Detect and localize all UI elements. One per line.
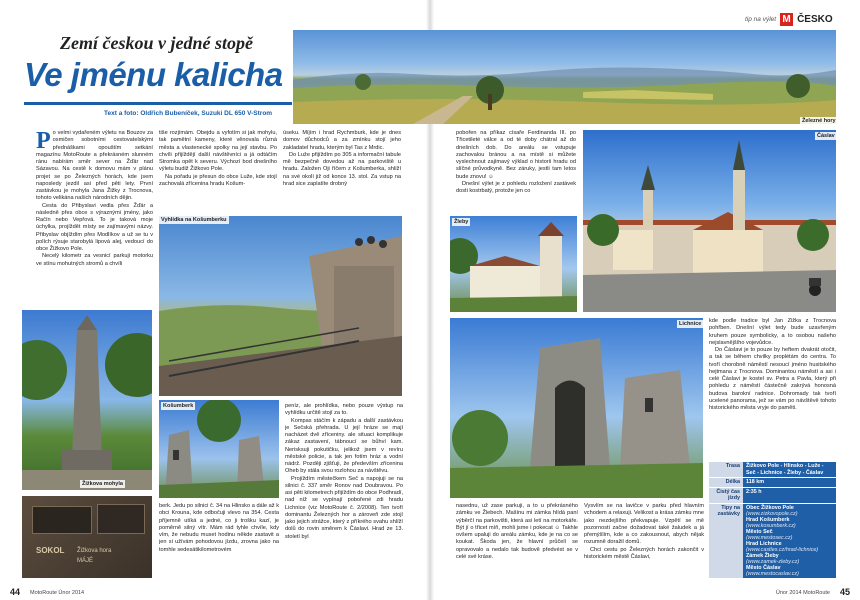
text-column-6	[709, 318, 836, 458]
text-column-5	[584, 503, 704, 581]
page-number-left: 44	[10, 587, 21, 597]
col4b-paragraph-1: nasednu, už zase parkuji, a to u překrásného zámku ve Žlebech. Mašínu mi zámka hlídá paní výběrčí na parkovišti, která asi letí na motorkáře. Být jí o třicet míň, mohli jsme i pokecat ☺ Takhle ovšem upaluji do areálu zámku, kde je na co se koukat. Škoda jen, že hlavní průčelí se opravovalo a nedalo tak budově předvést se v celé své kráse.	[456, 503, 578, 560]
text-column-1	[36, 130, 153, 312]
caption-kosumberk-view: Vyhlídka na Košumberku	[161, 217, 227, 223]
article-title: Ve jménu kalicha	[24, 56, 283, 93]
plaque-text-2: Žižkova hora	[77, 548, 112, 554]
text-column-4b	[456, 503, 578, 581]
col4-paragraph-2: Dnešní výlet je z pohledu rozložení zastávek dosti kostrbatý, protože jen co	[456, 180, 576, 194]
col1-paragraph-2: Cesta do Přibyslavi vedla přes Žďár a následně přes obce s výraznými jmény, jako Račín nebo Vepřová. To je taková moje úchylka, projíždět místy se zajímavými názvy. Přibyslav objíždím přes Modlíkov a už se tu v polích rýsuje starobylá lipová alej, vedoucí do obce Žižkovo Pole.	[36, 202, 153, 252]
tip-item-name: Zámek Žleby	[746, 552, 779, 559]
plaque-text-3: MÁJÉ	[77, 558, 94, 564]
caption-kosumberk: Košumberk	[163, 403, 194, 409]
info-tips-label: Tipy na zastávky	[709, 503, 743, 578]
text-column-4	[456, 130, 576, 214]
col2-paragraph-2: Na pořadu je přesun do obce Luže, kde stojí zachovalá zřícenina hradu Košum-	[159, 173, 277, 187]
col3b-paragraph-1: peníz, ale prohlídka, nebo pouze výstup na vyhlídku určitě stojí za to.	[285, 403, 403, 417]
tip-item-link[interactable]: (www.zamek-zleby.cz)	[746, 558, 800, 565]
section-tag	[745, 12, 833, 26]
text-column-3b	[285, 403, 403, 581]
info-time-value: 2:35 h	[743, 487, 836, 503]
caption-zelezne-hory: Železné hory	[802, 118, 836, 124]
title-rule	[24, 102, 292, 105]
col3-paragraph-1: úseku. Míjím i hrad Rychmburk, kde je dnes domov důchodců a za zmínku stojí jeho zakladatel hradu, kterým byl Tas z Mrdic.	[283, 130, 401, 151]
lichnice-photo	[450, 318, 703, 498]
plaque-text-1: SOKOL	[36, 546, 65, 555]
info-tips-list	[743, 503, 836, 578]
col4-paragraph-1: pobořen na příkaz císaře Ferdinanda III. po Třicetileté válce a od té doby chátral až do dnešních dob. Do areálu se vstupuje zachovalou bránou a na místě si můžete vyslechnout zajímavý výklad o historii hradu od slíčné průvodkyně. Bez záruky, jestli tam letos bude znovu! ☺	[456, 130, 576, 180]
info-length-value: 118 km	[743, 478, 836, 488]
info-row-time	[709, 487, 836, 503]
col2b-paragraph-1: berk. Jedu po silnici č. 34 na Hlinsko a dále až k obci Krouna, kde odbočuji vlevo na 354. Cesta příjemně utíká a jedné, co ji trošku kazí, je poměrně silný vítr. Mám rád tyhle chvíle, kdy vím, že nebudu muset hodinu někde zastavit a jen si užívám pohodovou jízdu, zrovna jako na tomhle sedesátikilometrovém	[159, 503, 279, 553]
col6-paragraph-1: kde podle tradice byl Jan Žižka z Trocnova pohřben. Dnešní výlet tedy bude uzavřeným kruhem pouze symbolicky, a to osobou našeho nejslavnějšího vojevůdce.	[709, 318, 836, 346]
plaque-stone-2	[97, 504, 145, 534]
kosumberk-view-scene	[159, 216, 402, 396]
tip-item-link[interactable]: (www.mestocaslav.cz)	[746, 570, 799, 577]
text-column-3	[283, 130, 401, 212]
col2-paragraph-1: tiše rozjímám. Obejdu a vyfotím si jak mohylu, tak pamětní kameny, které věnovala různá města a vlastenecké spolky na její stavbu. Po chvíli přijíždějí další návštěvníci a já odtáčím Stromka opět k severu. Výchozí bod dnešního výletu budiž Žižkovo Pole.	[159, 130, 277, 173]
lichnice-ruin-scene	[450, 318, 703, 498]
tip-label: tip na výlet	[745, 15, 777, 23]
panorama-photo	[293, 30, 836, 124]
col1-paragraph-3: Necelý kilometr za vesnicí parkuji motorku ve stínu mohutných stromů a chvíli	[36, 253, 153, 267]
trip-info-table	[709, 462, 836, 579]
tip-item-link[interactable]: (www.castles.cz/hrad-lichnice)	[746, 546, 819, 553]
drop-cap: P	[36, 130, 51, 154]
country-label: ČESKO	[797, 13, 833, 25]
caslav-square-scene	[583, 130, 836, 312]
plaque-photo	[22, 496, 152, 578]
info-route-value: Žižkovo Pole - Hlinsko - Luže - Seč - Lichnice - Žleby - Čáslav	[743, 462, 836, 478]
info-time-label: Čistý čas jízdy	[709, 487, 743, 503]
motoroute-badge-icon: M	[780, 13, 793, 26]
info-row-tips	[709, 503, 836, 578]
col3b-paragraph-2: Kompas stáčím k západu a další zastávkou je Sečská přehrada. U její hráze se mají nacházet dvě zříceniny. ale situaci komplikuje zákaz zastavení, tábnoucí se bůhví kam. Nerisksuji pokutičku, jelikož jsem v revíru městské policie, a tak jen fotím hráz a vodní nádrž. Později zjišťuji, že především zřícenina Oheb by stála svou rozlohou za návštěvu.	[285, 417, 403, 475]
caption-caslav: Čáslav	[817, 133, 835, 139]
col6-paragraph-2: Do Čáslavi je to pouze by heftem dvakrát otočit, a tak se během chvilky proplétám do centra. To tvoří chorobně náměstí nesoucí jméno husitského hejtmana z Trocnova. Dominantou náměstí a asi i celé Čáslavi je kostel sv. Petra a Pavla, který při pohledu z náměstí částečně zakrývá honosná budova barokní radnice. Dohromady tak tvoří ucelené panorama, jež se vám po návštěvě tohoto historického města vryje do paměti.	[709, 347, 836, 411]
panorama-landscape	[293, 30, 836, 124]
tip-item-name: Hrad Košumberk	[746, 516, 790, 523]
tip-item-name: Město Seč	[746, 528, 773, 535]
text-column-2	[159, 130, 277, 212]
col3-paragraph-2: Do Luže přijíždím po 305 a informační tabule mě bezpečně dovedou až na parkoviště u hradu. Založen Oji říčem z Košumberka, shlíží na své okolí již od konce 13. stol. Za vstup na hrad sice zaplatíte drobný	[283, 151, 401, 187]
mohyla-scene	[22, 310, 152, 490]
kosumberk-ruin-scene	[159, 400, 279, 498]
zizkova-mohyla-photo	[22, 310, 152, 490]
info-row-route	[709, 462, 836, 478]
trip-info-box	[709, 462, 836, 579]
tip-item-link[interactable]: (www.mestosec.cz)	[746, 534, 793, 541]
col3b-paragraph-3: Projíždím městečkem Seč a napojuji se na silnici č. 337 směr Ronov nad Doubravou. Po asi pěti kilometrech přijíždím do obce Podhradí, nad níž se vypínají pobořené zdi hradu Lichnice (viz MotoRoute č. 2/2008). Ten tvoří dominantu Železných hor a zároveň zde stojí jako jejich strážce, který z příkrého svahu shlíží dolů do rovin směrem k Čáslavi. Hrad ze 13. století byl	[285, 475, 403, 540]
info-row-length	[709, 478, 836, 488]
tip-item-name: Hrad Lichnice	[746, 540, 782, 547]
info-length-label: Délka	[709, 478, 743, 488]
text-column-2b	[159, 503, 279, 581]
article-kicker: Zemí českou v jedné stopě	[60, 33, 253, 53]
zleby-photo	[450, 216, 577, 312]
page-number-right: 45	[839, 587, 850, 597]
caption-zleby: Žleby	[454, 219, 469, 225]
tip-item-link[interactable]: (www.kosumberk.cz)	[746, 522, 796, 529]
kosumberk-view-photo	[159, 216, 402, 396]
col5-paragraph-2: Chci cestu po Železných horách zakončit v historickém městě Čáslavi,	[584, 546, 704, 560]
caslav-photo	[583, 130, 836, 312]
caption-lichnice: Lichnice	[679, 321, 702, 327]
tip-item-link[interactable]: (www.zizkovopole.cz)	[746, 510, 798, 517]
caption-zizkova-mohyla: Žižkova mohyla	[82, 481, 123, 487]
col5-paragraph-1: Vysvlím se na lavičce v parku před hlavním vchodem a relaxuji. Velikost a krása zámku mne jako nezdejšího překvapuje. Vzpětí se mě pozornosti začne dožadovat také žaludek a já přemýšlím, kde a co zakousnout, abych nějak rozumně doražil domů.	[584, 503, 704, 546]
footer-right: Únor 2014 MotoRoute	[775, 590, 830, 596]
article-byline: Text a foto: Oldřich Bubeníček, Suzuki DL 650 V-Strom	[104, 110, 273, 117]
tip-item-name: Obec Žižkovo Pole	[746, 504, 794, 511]
info-route-label: Trasa	[709, 462, 743, 478]
zleby-castle-scene	[450, 216, 577, 312]
footer-left: MotoRoute Únor 2014	[30, 590, 85, 596]
kosumberk-photo	[159, 400, 279, 498]
plaque-stone	[32, 506, 92, 534]
tip-item-name: Město Čáslav	[746, 564, 781, 571]
col1-paragraph-1: o velmi vydařeném výletu na Bouzov za osmičen sobotními cestovatelskými přednáškami opouštím setkání magazínu MotoRoute a překrásném slunném ránu nabírám směr sever na Žďár nad Sázavou. Na cestě k domovu mám v plánu projet se po Železných horách, kde jsem naposledy jezdil asi před pěti lety. První zastávkou je mohyla Jana Žižky z Trocnova, tohoto velikána našich národních dějin.	[36, 130, 153, 202]
